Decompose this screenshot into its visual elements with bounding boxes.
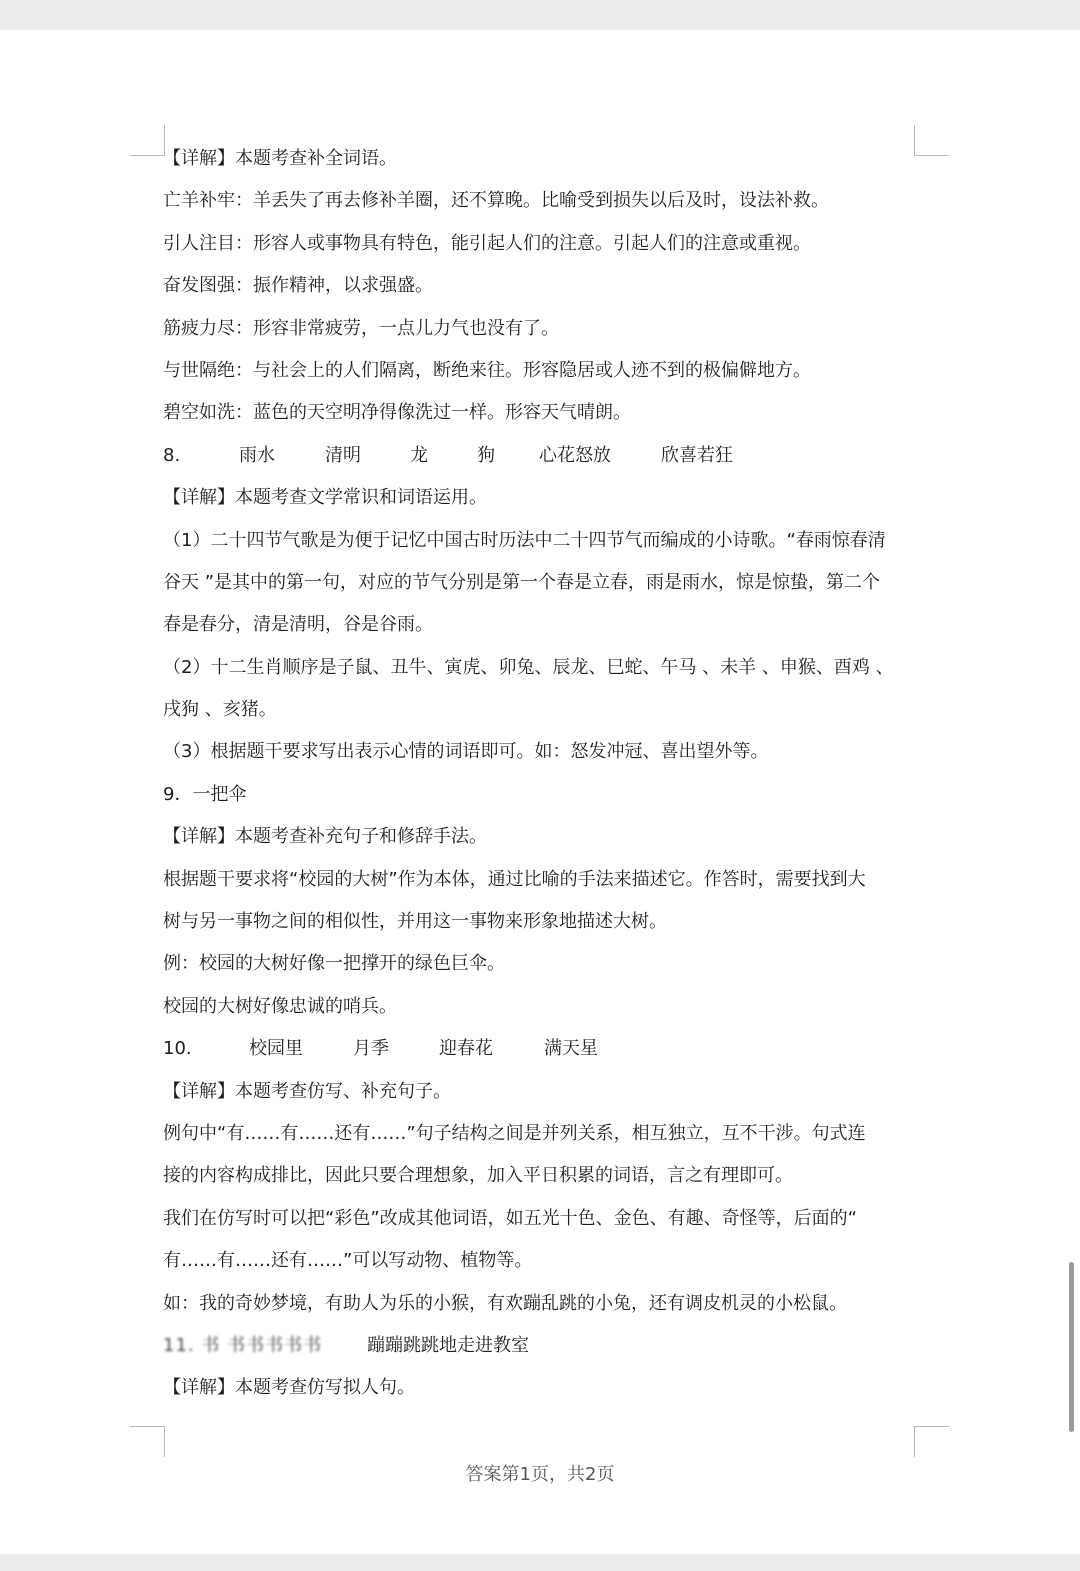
blurred-text: 11. 书 书书书书书: [163, 1334, 323, 1356]
answer-word: 龙: [410, 444, 428, 466]
text-line: 例：校园的大树好像一把撑开的绿色巨伞。: [163, 953, 505, 975]
text-line: 春是春分，清是清明，谷是谷雨。: [163, 614, 433, 636]
answer-word: 心花怒放: [539, 444, 611, 466]
text-line: 【详解】本题考查仿写、补充句子。: [163, 1080, 451, 1102]
question-number: 10.: [163, 1038, 192, 1060]
text-line: 奋发图强：振作精神，以求强盛。: [163, 275, 433, 297]
text-line: 与世隔绝：与社会上的人们隔离，断绝来往。形容隐居或人迹不到的极偏僻地方。: [163, 359, 811, 381]
margin-corner-top-left: [130, 125, 165, 156]
text-line: 筋疲力尽：形容非常疲劳，一点儿力气也没有了。: [163, 317, 559, 339]
question-10-answer: [163, 1028, 953, 1070]
text-line: 9．一把伞: [163, 783, 247, 805]
question-11-answer: [163, 1325, 953, 1367]
text-line: 根据题干要求将“校园的大树”作为本体，通过比喻的手法来描述它。作答时，需要找到大: [163, 868, 866, 890]
text-line: 有……有……还有……”可以写动物、植物等。: [163, 1250, 533, 1272]
text-line: 碧空如洗：蓝色的天空明净得像洗过一样。形容天气晴朗。: [163, 402, 631, 424]
text-line: 树与另一事物之间的相似性，并用这一事物来形象地描述大树。: [163, 911, 667, 933]
answer-content: [163, 138, 953, 1410]
margin-corner-bottom-left: [130, 1426, 165, 1457]
text-line: 引人注目：形容人或事物具有特色，能引起人们的注意。引起人们的注意或重视。: [163, 232, 811, 254]
text-line: 【详解】本题考查补充句子和修辞手法。: [163, 826, 487, 848]
answer-word: 狗: [477, 444, 495, 466]
answer-word: 月季: [353, 1038, 389, 1060]
text-line: 亡羊补牢：羊丢失了再去修补羊圈，还不算晚。比喻受到损失以后及时，设法补救。: [163, 190, 829, 212]
answer-word: 迎春花: [439, 1038, 493, 1060]
text-line: 【详解】本题考查补全词语。: [163, 148, 397, 169]
answer-word: 清明: [325, 444, 361, 466]
answer-word: 雨水: [239, 444, 275, 466]
answer-word: 欣喜若狂: [661, 444, 733, 466]
text-line: （1）二十四节气歌是为便于记忆中国古时历法中二十四节气而编成的小诗歌。“春雨惊春清: [163, 529, 886, 551]
question-8-answer: [163, 435, 953, 477]
text-line: （2）十二生肖顺序是子鼠、丑牛、寅虎、卯兔、辰龙、巳蛇、午马 、未羊 、申猴、酉鸡 、: [163, 656, 894, 678]
question-number: 8.: [163, 444, 181, 466]
text-line: 戌狗 、亥猪。: [163, 699, 277, 721]
text-line: 【详解】本题考查文学常识和词语运用。: [163, 487, 487, 509]
text-line: （3）根据题干要求写出表示心情的词语即可。如：怒发冲冠、喜出望外等。: [163, 741, 769, 763]
margin-corner-bottom-right: [914, 1426, 949, 1457]
answer-text: 蹦蹦跳跳地走进教室: [367, 1334, 529, 1356]
text-line: 【详解】本题考查仿写拟人句。: [163, 1377, 415, 1399]
answer-word: 校园里: [249, 1038, 303, 1060]
text-line: 谷天 ”是其中的第一句，对应的节气分别是第一个春是立春，雨是雨水，惊是惊蛰，第二个: [163, 571, 881, 593]
page-footer: 答案第1页，共2页: [465, 1464, 615, 1485]
scrollbar[interactable]: [1069, 1262, 1074, 1432]
text-line: 例句中“有……有……还有……”句子结构之间是并列关系，相互独立，互不干涉。句式连: [163, 1122, 866, 1144]
text-line: 接的内容构成排比，因此只要合理想象，加入平日积累的词语，言之有理即可。: [163, 1165, 793, 1187]
answer-word: 满天星: [544, 1038, 598, 1060]
text-line: 我们在仿写时可以把“彩色”改成其他词语，如五光十色、金色、有趣、奇怪等，后面的“: [163, 1207, 857, 1229]
text-line: 如：我的奇妙梦境，有助人为乐的小猴，有欢蹦乱跳的小兔，还有调皮机灵的小松鼠。: [163, 1292, 847, 1314]
text-line: 校园的大树好像忠诚的哨兵。: [163, 995, 397, 1017]
